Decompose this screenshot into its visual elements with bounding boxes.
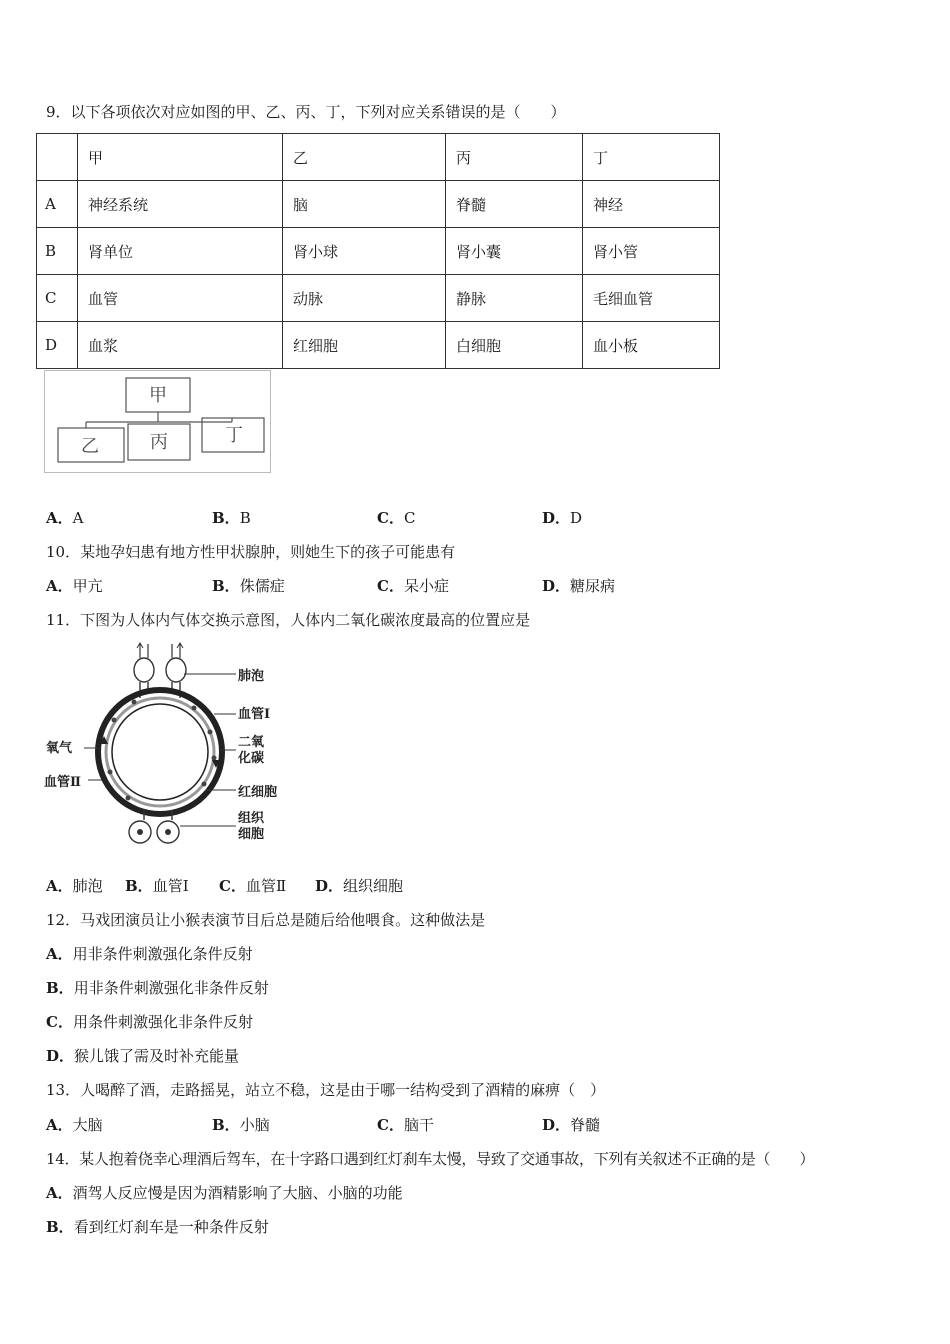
table-cell: 血小板 bbox=[583, 322, 720, 369]
q13-option-d[interactable]: D．脊髓 bbox=[542, 1116, 601, 1134]
table-cell: 脊髓 bbox=[446, 181, 583, 228]
table-cell: 动脉 bbox=[283, 275, 446, 322]
q9-option-a[interactable]: A．A bbox=[46, 509, 84, 527]
label-vessel-2: 血管Ⅱ bbox=[44, 775, 81, 790]
table-cell: B bbox=[37, 228, 78, 275]
q13-option-a[interactable]: A．大脑 bbox=[46, 1116, 103, 1134]
q12-option-c[interactable]: C．用条件刺激强化非条件反射 bbox=[46, 1013, 253, 1031]
q11-option-d[interactable]: D．组织细胞 bbox=[315, 877, 404, 895]
table-cell: 红细胞 bbox=[283, 322, 446, 369]
q11-option-c[interactable]: C．血管Ⅱ bbox=[219, 877, 287, 895]
q9-stem: 9．以下各项依次对应如图的甲、乙、丙、丁，下列对应关系错误的是（ ） bbox=[46, 103, 566, 121]
table-row bbox=[37, 275, 720, 322]
table-cell: 脑 bbox=[283, 181, 446, 228]
table-cell: 丙 bbox=[446, 134, 583, 181]
q11-stem: 11．下图为人体内气体交换示意图，人体内二氧化碳浓度最高的位置应是 bbox=[46, 611, 531, 629]
table-cell: 静脉 bbox=[446, 275, 583, 322]
q11-option-b[interactable]: B．血管Ⅰ bbox=[125, 877, 189, 895]
diagram-label-yi: 乙 bbox=[81, 436, 99, 457]
table-row bbox=[37, 181, 720, 228]
q10-option-c[interactable]: C．呆小症 bbox=[377, 577, 449, 595]
table-cell: 肾单位 bbox=[78, 228, 283, 275]
q9-option-d[interactable]: D．D bbox=[542, 509, 583, 527]
table-cell: 甲 bbox=[78, 134, 283, 181]
table-cell: 血管 bbox=[78, 275, 283, 322]
q14-option-b[interactable]: B．看到红灯刹车是一种条件反射 bbox=[46, 1218, 269, 1236]
q9-option-b[interactable]: B．B bbox=[212, 509, 251, 527]
table-cell: 白细胞 bbox=[446, 322, 583, 369]
table-header-row bbox=[37, 134, 720, 181]
q12-option-d[interactable]: D．猴儿饿了需及时补充能量 bbox=[46, 1047, 240, 1065]
label-tissue-line1: 组织 bbox=[238, 811, 265, 826]
table-cell: 毛细血管 bbox=[583, 275, 720, 322]
label-alveolus: 肺泡 bbox=[238, 669, 265, 684]
table-cell: 肾小囊 bbox=[446, 228, 583, 275]
table-cell: 血浆 bbox=[78, 322, 283, 369]
q14-stem: 14．某人抱着侥幸心理酒后驾车，在十字路口遇到红灯刹车太慢，导致了交通事故，下列有关叙述不正确的是（ ） bbox=[46, 1150, 815, 1168]
table-cell: 乙 bbox=[283, 134, 446, 181]
label-vessel-1: 血管Ⅰ bbox=[238, 707, 271, 722]
label-co2-line2: 化碳 bbox=[238, 751, 265, 766]
q10-option-b[interactable]: B．侏儒症 bbox=[212, 577, 285, 595]
label-oxygen: 氧气 bbox=[46, 741, 73, 756]
table-cell: 神经 bbox=[583, 181, 720, 228]
table-cell: D bbox=[37, 322, 78, 369]
table-cell: 肾小管 bbox=[583, 228, 720, 275]
label-tissue-line2: 细胞 bbox=[238, 827, 265, 842]
q10-option-a[interactable]: A．甲亢 bbox=[46, 577, 103, 595]
table-cell: 丁 bbox=[583, 134, 720, 181]
label-co2-line1: 二氧 bbox=[238, 735, 265, 750]
q12-stem: 12．马戏团演员让小猴表演节目后总是随后给他喂食。这种做法是 bbox=[46, 911, 486, 929]
q11-option-a[interactable]: A．肺泡 bbox=[46, 877, 103, 895]
label-rbc: 红细胞 bbox=[238, 785, 278, 800]
table-cell: 肾小球 bbox=[283, 228, 446, 275]
q9-option-c[interactable]: C．C bbox=[377, 509, 416, 527]
table-row bbox=[37, 322, 720, 369]
q10-stem: 10．某地孕妇患有地方性甲状腺肿，则她生下的孩子可能患有 bbox=[46, 543, 456, 561]
q9-hierarchy-diagram bbox=[44, 370, 272, 474]
q9-table bbox=[36, 133, 720, 369]
q14-option-a[interactable]: A．酒驾人反应慢是因为酒精影响了大脑、小脑的功能 bbox=[46, 1184, 403, 1202]
diagram-label-ding: 丁 bbox=[225, 425, 243, 446]
table-cell: C bbox=[37, 275, 78, 322]
table-cell: 神经系统 bbox=[78, 181, 283, 228]
q10-option-d[interactable]: D．糖尿病 bbox=[542, 577, 616, 595]
diagram-label-jia: 甲 bbox=[149, 385, 167, 406]
diagram-label-bing: 丙 bbox=[150, 432, 168, 453]
q12-option-a[interactable]: A．用非条件刺激强化条件反射 bbox=[46, 945, 253, 963]
q13-stem: 13．人喝醉了酒，走路摇晃，站立不稳，这是由于哪一结构受到了酒精的麻痹（ ） bbox=[46, 1081, 606, 1099]
q13-option-c[interactable]: C．脑干 bbox=[377, 1116, 434, 1134]
table-cell bbox=[37, 134, 78, 181]
table-cell: A bbox=[37, 181, 78, 228]
gas-exchange-diagram bbox=[44, 640, 294, 850]
q12-option-b[interactable]: B．用非条件刺激强化非条件反射 bbox=[46, 979, 269, 997]
q13-option-b[interactable]: B．小脑 bbox=[212, 1116, 270, 1134]
table-row bbox=[37, 228, 720, 275]
